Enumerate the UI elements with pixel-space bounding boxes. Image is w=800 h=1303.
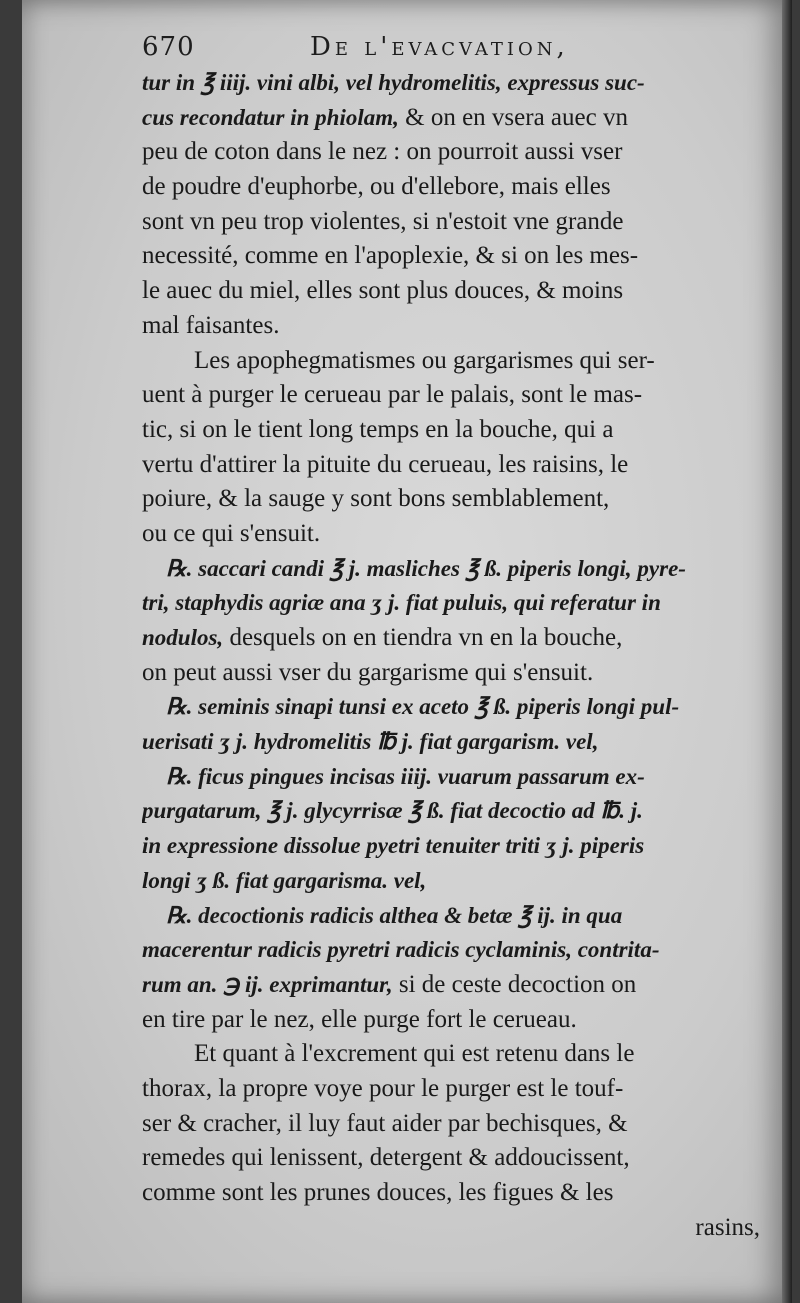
text-line: ℞. ficus pingues incisas iiij. vuarum passarum ex- [166,763,645,789]
text-line: le auec du miel, elles sont plus douces, & moins [142,277,624,305]
text-line: tri, staphydis agriæ ana ʒ j. fiat puluis, qui referatur in [142,590,661,616]
page-header [142,26,702,66]
text-line: vertu d'attirer la pituite du cerueau, les raisins, le [142,450,629,478]
text-line: poiure, & la sauge y sont bons semblablement, [142,485,610,513]
text-line: tur in ℥ iiij. vini albi, vel hydromelitis, expressus suc- [142,70,645,95]
text-line [142,968,772,1003]
text-line: purgatarum, ℥ j. glycyrrisæ ℥ ß. fiat decoctio ad ℔. j. [142,798,643,824]
book-page [22,0,792,1303]
french-fragment: & on en vsera auec vn [398,103,628,131]
text-line: en tire par le nez, elle purge fort le cerueau. [142,1005,577,1033]
page-number: 670 [142,32,195,62]
page-gutter-shadow [782,0,792,1303]
text-line: sont vn peu trop violentes, si n'estoit vne grande [142,207,624,235]
text-line: Les apophegmatismes ou gargarismes qui ser- [194,346,655,374]
text-line: ℞. saccari candi ℥ j. masliches ℥ ß. piperis longi, pyre- [166,555,686,581]
text-line: rasins, [695,1213,760,1241]
text-line: ser & cracher, il luy faut aider par bechisques, & [142,1109,628,1137]
text-line: Et quant à l'excrement qui est retenu dans le [194,1040,635,1068]
text-line: necessité, comme en l'apoplexie, & si on les mes- [142,242,639,270]
text-line: longi ʒ ß. fiat gargarisma. vel, [142,867,427,893]
text-line: ℞. seminis sinapi tunsi ex aceto ℥ ß. piperis longi pul- [166,694,680,720]
text-line: remedes qui lenissent, detergent & addoucissent, [142,1144,630,1172]
text-line: uent à purger le cerueau par le palais, sont le mas- [142,381,643,409]
text-line [142,101,772,136]
text-line: mal faisantes. [142,311,280,339]
text-line: comme sont les prunes douces, les figues & les [142,1179,614,1206]
text-line: macerentur radicis pyretri radicis cyclaminis, contrita- [142,937,660,963]
text-line: de poudre d'euphorbe, ou d'ellebore, mais elles [142,173,611,201]
text-line: tic, si on le tient long temps en la bouche, qui a [142,415,614,443]
text-line: ℞. decoctionis radicis althea & betæ ℥ ij. in qua [166,902,623,928]
text-line: in expressione dissolue pyetri tenuiter triti ʒ j. piperis [142,833,645,859]
latin-fragment: nodulos, [142,625,224,650]
text-line: ou ce qui s'ensuit. [142,519,321,547]
french-fragment: desquels on en tiendra vn en la bouche, [223,624,623,651]
running-title: De l'evacvation, [310,32,569,62]
text-line [142,621,772,656]
text-line: uerisati ʒ j. hydromelitis ℔ j. fiat gargarism. vel, [142,729,599,755]
french-fragment: si de ceste decoction on [392,970,637,998]
text-line: thorax, la propre voye pour le purger est le touf- [142,1074,624,1102]
latin-fragment: rum an. ℈ ij. exprimantur, [142,971,393,997]
latin-fragment: cus recondatur in phiolam, [142,104,399,130]
text-line: on peut aussi vser du gargarisme qui s'ensuit. [142,658,594,686]
body-text [142,66,772,1245]
text-line: peu de coton dans le nez : on pourroit aussi vser [142,138,623,166]
